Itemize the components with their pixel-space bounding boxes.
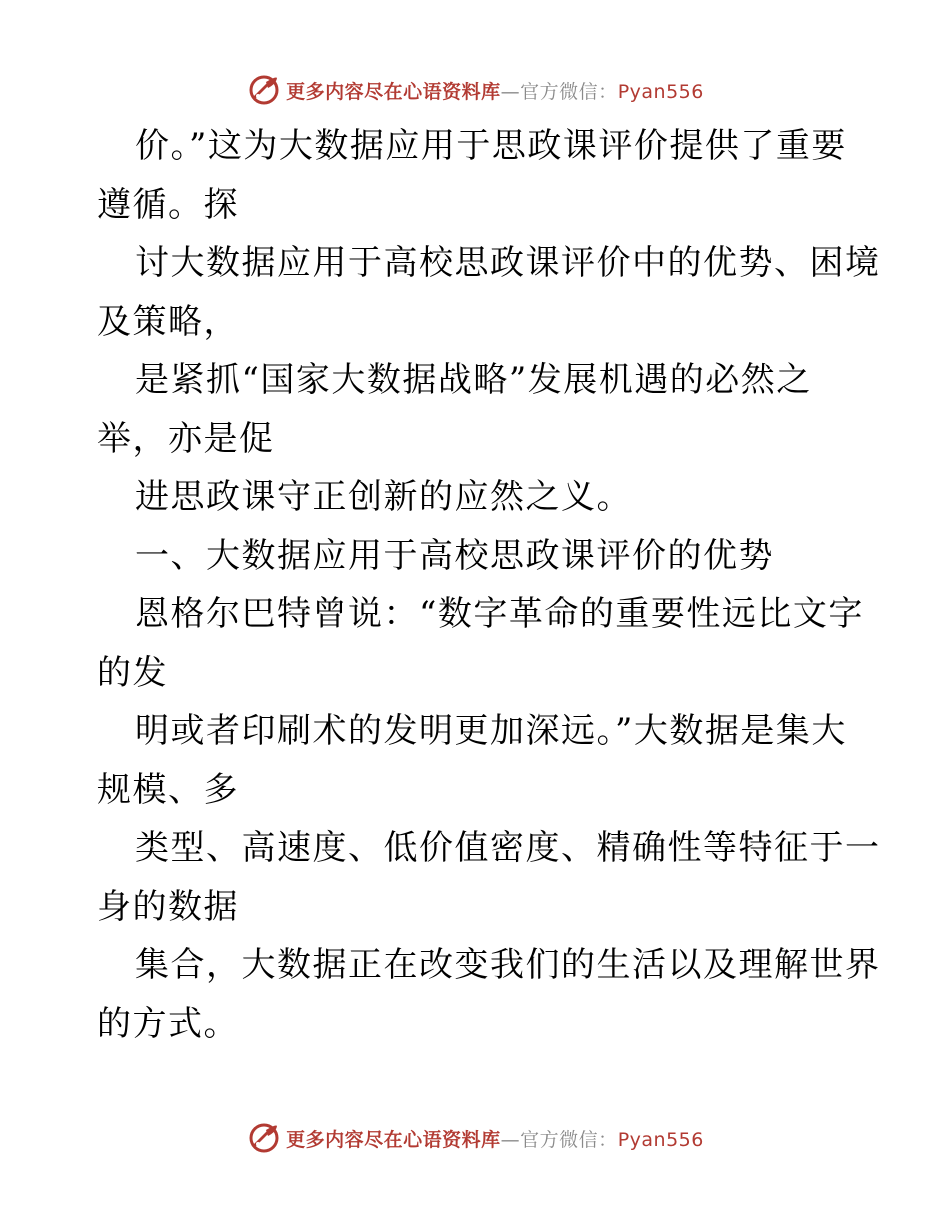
text-line: 的方式。 <box>97 1003 239 1044</box>
text-line: 明或者印刷术的发明更加深远。”大数据是集大 <box>135 711 847 751</box>
text-line: 遵循。探 <box>97 184 239 225</box>
text-line: 及策略， <box>97 301 239 342</box>
text-line: 讨大数据应用于高校思政课评价中的优势、困境 <box>135 243 881 283</box>
text-line: 举，亦是促 <box>97 418 275 459</box>
text-line: 恩格尔巴特曾说：“数字革命的重要性远比文字 <box>135 594 864 634</box>
watermark-dash: — <box>500 1128 521 1151</box>
watermark-text <box>286 1125 704 1152</box>
watermark-dash: — <box>500 80 521 103</box>
text-line: 是紧抓“国家大数据战略”发展机遇的必然之 <box>135 360 812 400</box>
watermark-wechat-label: 官方微信： <box>520 1128 618 1151</box>
text-line: 身的数据 <box>97 886 239 927</box>
text-line: 进思政课守正创新的应然之义。 <box>135 477 632 517</box>
watermark-brand: 更多内容尽在心语资料库 <box>286 80 501 103</box>
watermark-text <box>286 77 704 104</box>
text-line: 价。”这为大数据应用于思政课评价提供了重要 <box>135 126 847 166</box>
watermark-wechat-label: 官方微信： <box>520 80 618 103</box>
text-line: 的发 <box>97 652 168 693</box>
quill-pen-logo-icon <box>246 1120 282 1156</box>
header-watermark <box>0 70 950 110</box>
text-line: 规模、多 <box>97 769 239 810</box>
quill-pen-logo-icon <box>246 72 282 108</box>
watermark-wechat-id: Pyan556 <box>617 80 704 103</box>
document-body <box>97 117 881 1053</box>
text-line: 类型、高速度、低价值密度、精确性等特征于一 <box>135 828 881 868</box>
watermark-brand: 更多内容尽在心语资料库 <box>286 1128 501 1151</box>
text-line: 集合，大数据正在改变我们的生活以及理解世界 <box>135 945 881 985</box>
watermark-wechat-id: Pyan556 <box>617 1128 704 1151</box>
text-line: 一、大数据应用于高校思政课评价的优势 <box>135 535 774 576</box>
footer-watermark <box>0 1118 950 1158</box>
